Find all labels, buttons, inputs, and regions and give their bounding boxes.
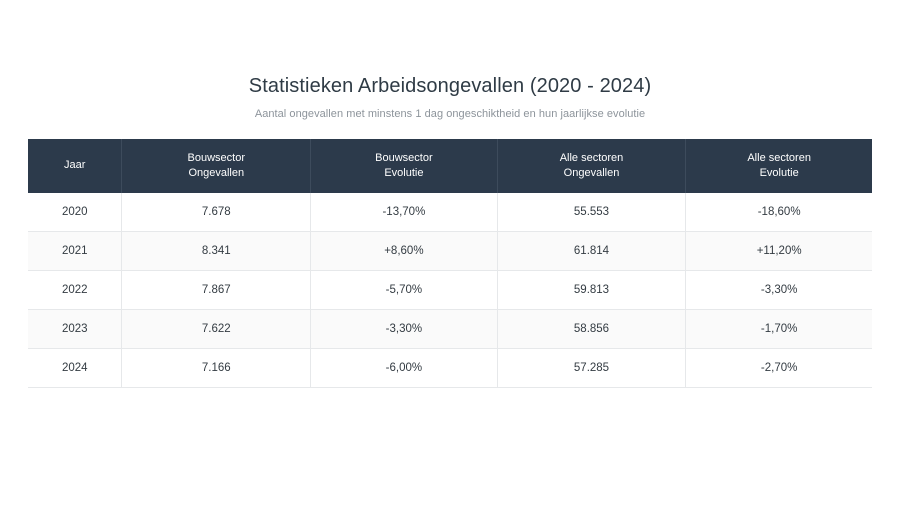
cell-bouwsector-evolutie: -5,70% bbox=[311, 270, 498, 309]
cell-alle-sectoren-ongevallen: 61.814 bbox=[497, 231, 686, 270]
table-header bbox=[28, 139, 872, 193]
table-row bbox=[28, 193, 872, 232]
cell-year: 2020 bbox=[28, 193, 122, 232]
table-row bbox=[28, 270, 872, 309]
column-header-alle-sectoren-evolutie-line1: Alle sectoren bbox=[747, 152, 811, 164]
cell-alle-sectoren-evolutie: -2,70% bbox=[686, 348, 872, 387]
cell-bouwsector-evolutie: -6,00% bbox=[311, 348, 498, 387]
statistics-table-container bbox=[10, 139, 890, 388]
table-body bbox=[28, 193, 872, 388]
cell-alle-sectoren-evolutie: -3,30% bbox=[686, 270, 872, 309]
cell-alle-sectoren-ongevallen: 55.553 bbox=[497, 193, 686, 232]
page-subtitle: Aantal ongevallen met minstens 1 dag ongeschiktheid en hun jaarlijkse evolutie bbox=[254, 108, 646, 120]
column-header-bouwsector-ongevallen-line2: Ongevallen bbox=[188, 166, 245, 179]
cell-alle-sectoren-ongevallen: 59.813 bbox=[497, 270, 686, 309]
table-header-row bbox=[28, 139, 872, 193]
column-header-alle-sectoren-ongevallen-line2: Ongevallen bbox=[563, 166, 620, 179]
column-header-alle-sectoren-ongevallen bbox=[497, 139, 686, 193]
cell-bouwsector-ongevallen: 7.622 bbox=[122, 309, 311, 348]
column-header-year bbox=[28, 139, 122, 193]
column-header-bouwsector-ongevallen bbox=[122, 139, 311, 193]
cell-bouwsector-evolutie: -13,70% bbox=[311, 193, 498, 232]
column-header-alle-sectoren-evolutie bbox=[686, 139, 872, 193]
column-header-alle-sectoren-evolutie-line2: Evolutie bbox=[759, 166, 799, 179]
cell-year: 2021 bbox=[28, 231, 122, 270]
page-title: Statistieken Arbeidsongevallen (2020 - 2024) bbox=[248, 75, 652, 97]
cell-bouwsector-evolutie: +8,60% bbox=[311, 231, 498, 270]
cell-year: 2023 bbox=[28, 309, 122, 348]
cell-year: 2024 bbox=[28, 348, 122, 387]
column-header-bouwsector-evolutie-line2: Evolutie bbox=[384, 166, 424, 179]
column-header-year-line1: Jaar bbox=[64, 159, 86, 172]
cell-alle-sectoren-ongevallen: 57.285 bbox=[497, 348, 686, 387]
cell-bouwsector-evolutie: -3,30% bbox=[311, 309, 498, 348]
column-header-bouwsector-evolutie-line1: Bouwsector bbox=[375, 152, 433, 164]
cell-bouwsector-ongevallen: 7.678 bbox=[122, 193, 311, 232]
table-row bbox=[28, 231, 872, 270]
cell-alle-sectoren-evolutie: +11,20% bbox=[686, 231, 872, 270]
statistics-table bbox=[28, 139, 872, 388]
cell-bouwsector-ongevallen: 7.867 bbox=[122, 270, 311, 309]
cell-alle-sectoren-evolutie: -18,60% bbox=[686, 193, 872, 232]
table-row bbox=[28, 309, 872, 348]
cell-alle-sectoren-ongevallen: 58.856 bbox=[497, 309, 686, 348]
cell-alle-sectoren-evolutie: -1,70% bbox=[686, 309, 872, 348]
column-header-alle-sectoren-ongevallen-line1: Alle sectoren bbox=[559, 152, 624, 164]
table-row bbox=[28, 348, 872, 387]
column-header-bouwsector-evolutie bbox=[311, 139, 498, 193]
cell-bouwsector-ongevallen: 8.341 bbox=[122, 231, 311, 270]
column-header-bouwsector-ongevallen-line1: Bouwsector bbox=[187, 152, 246, 164]
cell-year: 2022 bbox=[28, 270, 122, 309]
cell-bouwsector-ongevallen: 7.166 bbox=[122, 348, 311, 387]
